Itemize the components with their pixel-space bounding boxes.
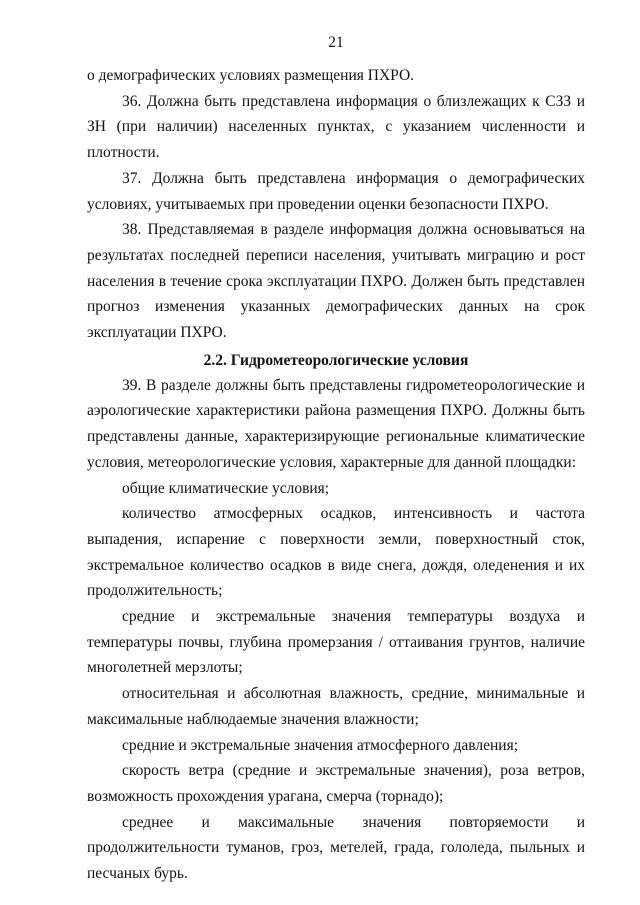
- paragraph-39: 39. В разделе должны быть представлены гидрометеорологические и аэрологические характеристики района размещения ПХРО. Должны быть представлены данные, характеризирующие региональные климатические условия, метеорологические условия, характерные для данной площадки:: [87, 376, 585, 471]
- list-item-pressure: средние и экстремальные значения атмосферного давления;: [122, 736, 519, 754]
- paragraph-36: 36. Должна быть представлена информация о близлежащих к СЗЗ и ЗН (при наличии) населенных пунктах, с указанием численности и плотности.: [87, 92, 585, 162]
- paragraph-continuation: о демографических условиях размещения ПХРО.: [87, 67, 415, 84]
- list-item-precipitation: количество атмосферных осадков, интенсивность и частота выпадения, испарение с поверхности земли, поверхностный сток, экстремальное количество осадков в виде снега, дождя, оледенения и их продолжительность;: [87, 505, 585, 600]
- paragraph-38: 38. Представляемая в разделе информация должна основываться на результатах последней переписи населения, учитывать миграцию и рост населения в течение срока эксплуатации ПХРО. Должен быть представлен прогноз изменения указанных демографических данных на срок эксплуатации ПХРО.: [87, 221, 585, 342]
- page-number: 21: [328, 34, 344, 51]
- list-item-fog: среднее и максимальные значения повторяемости и продолжительности туманов, гроз, метелей, града, гололеда, пыльных и песчаных бурь.: [87, 813, 585, 883]
- list-item-wind: скорость ветра (средние и экстремальные значения), роза ветров, возможность прохождения урагана, смерча (торнадо);: [87, 762, 585, 805]
- list-item-climate: общие климатические условия;: [122, 479, 330, 497]
- document-body: [87, 63, 585, 887]
- list-item-humidity: относительная и абсолютная влажность, средние, минимальные и максимальные наблюдаемые значения влажности;: [87, 685, 585, 728]
- paragraph-37: 37. Должна быть представлена информация о демографических условиях, учитываемых при проведении оценки безопасности ПХРО.: [87, 169, 585, 213]
- section-heading: 2.2. Гидрометеорологические условия: [203, 351, 469, 369]
- list-item-temperature: средние и экстремальные значения температуры воздуха и температуры почвы, глубина промерзания / оттаивания грунтов, наличие многолетней мерзлоты;: [87, 608, 585, 677]
